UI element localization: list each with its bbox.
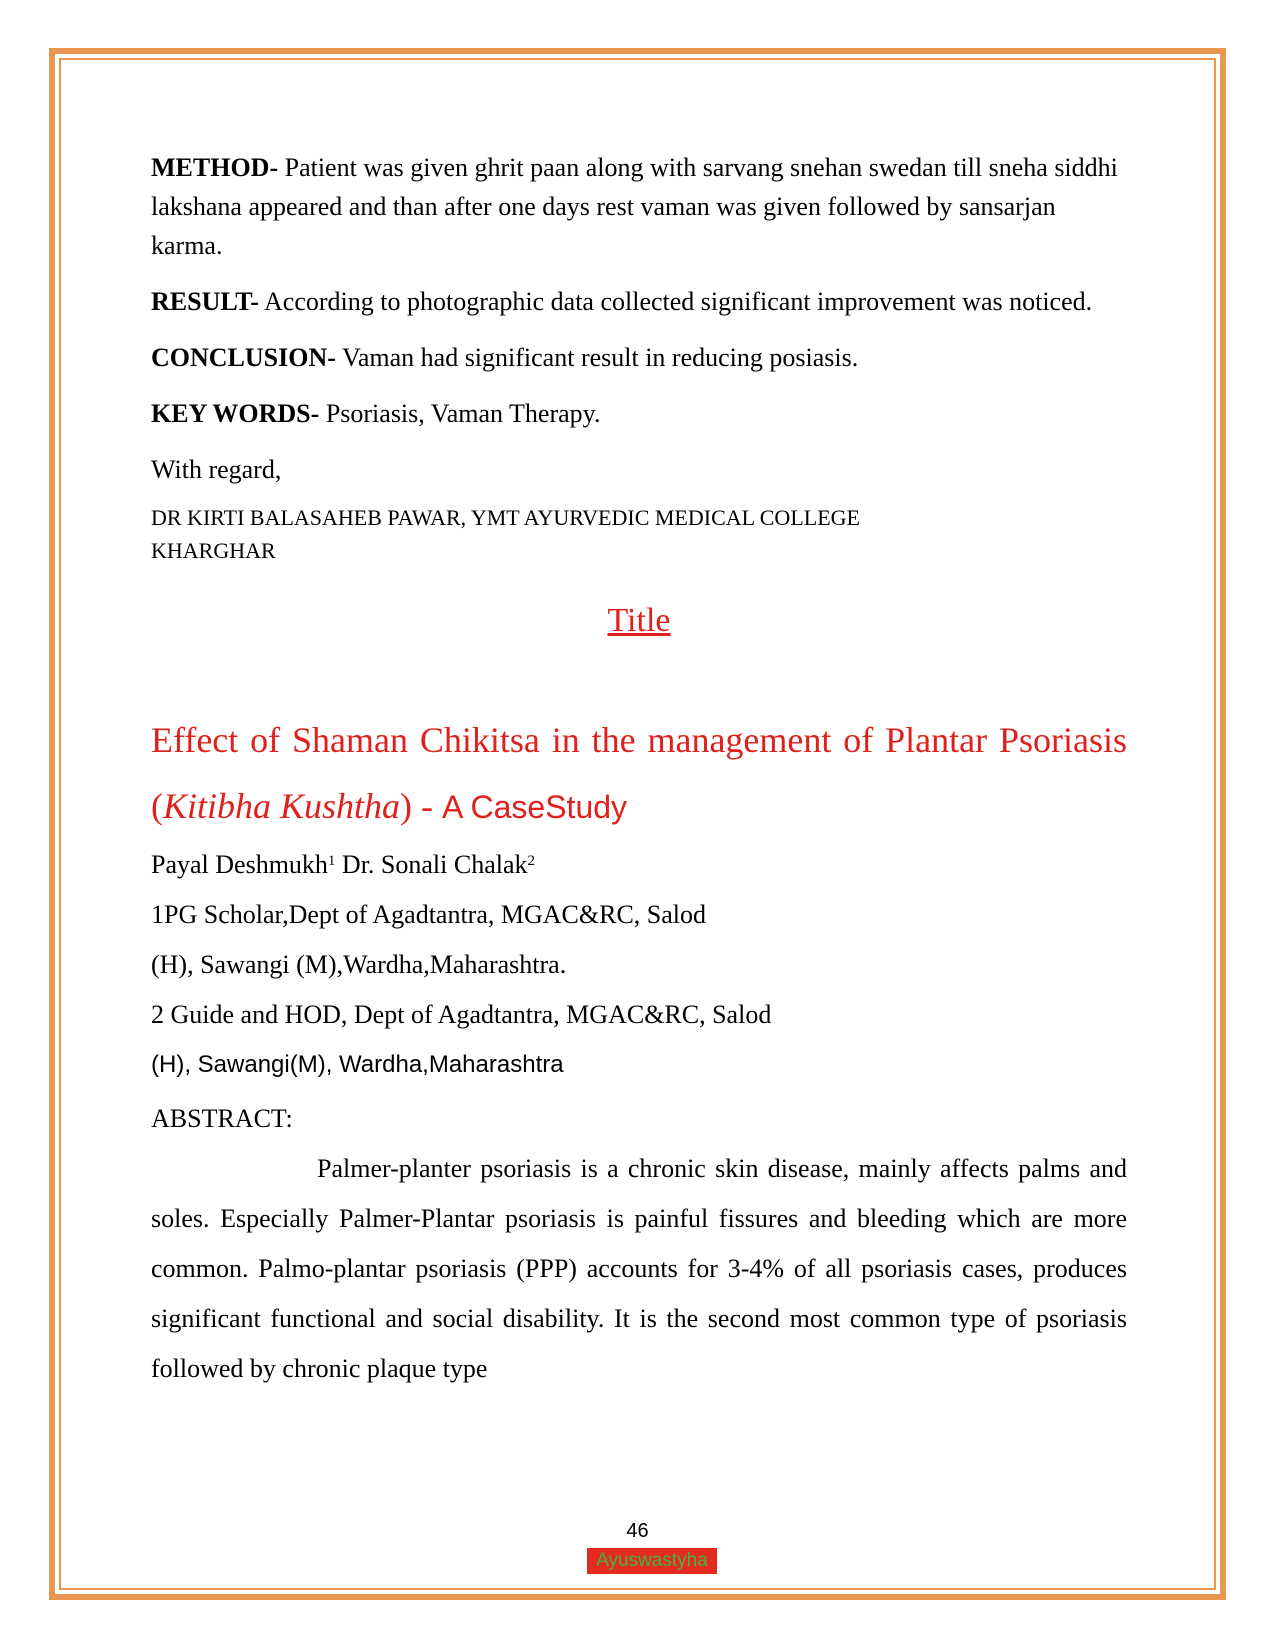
paper-title-sans: A CaseStudy: [442, 789, 628, 825]
method-text: Patient was given ghrit paan along with sarvang snehan swedan till sneha siddhi lakshana appeared and than after one days rest vaman was given followed by sansarjan karma.: [151, 153, 1118, 260]
result-paragraph: [151, 282, 1127, 321]
abstract-heading: ABSTRACT:: [151, 1104, 293, 1133]
paper-title: [151, 707, 1127, 840]
page-content: [151, 148, 1127, 1394]
paper-title-part1: Effect of Shaman Chikitsa in the management of Plantar Psoriasis (: [151, 720, 1127, 826]
keywords-paragraph: [151, 394, 1127, 433]
authors-line: [151, 840, 1127, 890]
method-label: METHOD-: [151, 153, 279, 182]
journal-badge: Ayuswastyha: [587, 1548, 717, 1574]
paper-title-italic: Kitibha Kushtha: [163, 786, 401, 826]
keywords-label: KEY WORDS-: [151, 399, 320, 428]
regard-line: With regard,: [151, 455, 282, 484]
author-2: Dr. Sonali Chalak: [335, 850, 528, 879]
page-number: 46: [626, 1520, 649, 1542]
paper-title-part2: ) -: [400, 786, 443, 826]
author-2-sup: 2: [527, 853, 536, 869]
affiliation-2-line2: (H), Sawangi(M), Wardha,Maharashtra: [151, 1051, 564, 1078]
conclusion-paragraph: [151, 338, 1127, 377]
author-1-sup: 1: [327, 853, 336, 869]
result-text: According to photographic data collected significant improvement was noticed.: [258, 287, 1093, 316]
affiliation-1-line1: 1PG Scholar,Dept of Agadtantra, MGAC&RC, Salod: [151, 900, 707, 929]
result-label: RESULT-: [151, 287, 259, 316]
affiliation-1-line2: (H), Sawangi (M),Wardha,Maharashtra.: [151, 950, 567, 979]
abstract-body: Palmer-planter psoriasis is a chronic skin disease, mainly affects palms and soles. Especially Palmer-Plantar psoriasis is painful fissures and bleeding which are more common. Palmo-plantar psoriasis (PPP) accounts for 3-4% of all psoriasis cases, produces significant functional and social disability. It is the second most common type of psoriasis followed by chronic plaque type: [151, 1154, 1127, 1383]
conclusion-text: Vaman had significant result in reducing posiasis.: [335, 343, 859, 372]
method-paragraph: [151, 148, 1127, 265]
author-affiliation-line1: DR KIRTI BALASAHEB PAWAR, YMT AYURVEDIC MEDICAL COLLEGE: [151, 505, 860, 530]
author-1: Payal Deshmukh: [151, 850, 328, 879]
keywords-text: Psoriasis, Vaman Therapy.: [319, 399, 601, 428]
conclusion-label: CONCLUSION-: [151, 343, 336, 372]
section-title-heading: Title: [607, 602, 671, 639]
affiliation-2-line1: 2 Guide and HOD, Dept of Agadtantra, MGAC&RC, Salod: [151, 1000, 772, 1029]
author-affiliation-line2: KHARGHAR: [151, 538, 276, 563]
